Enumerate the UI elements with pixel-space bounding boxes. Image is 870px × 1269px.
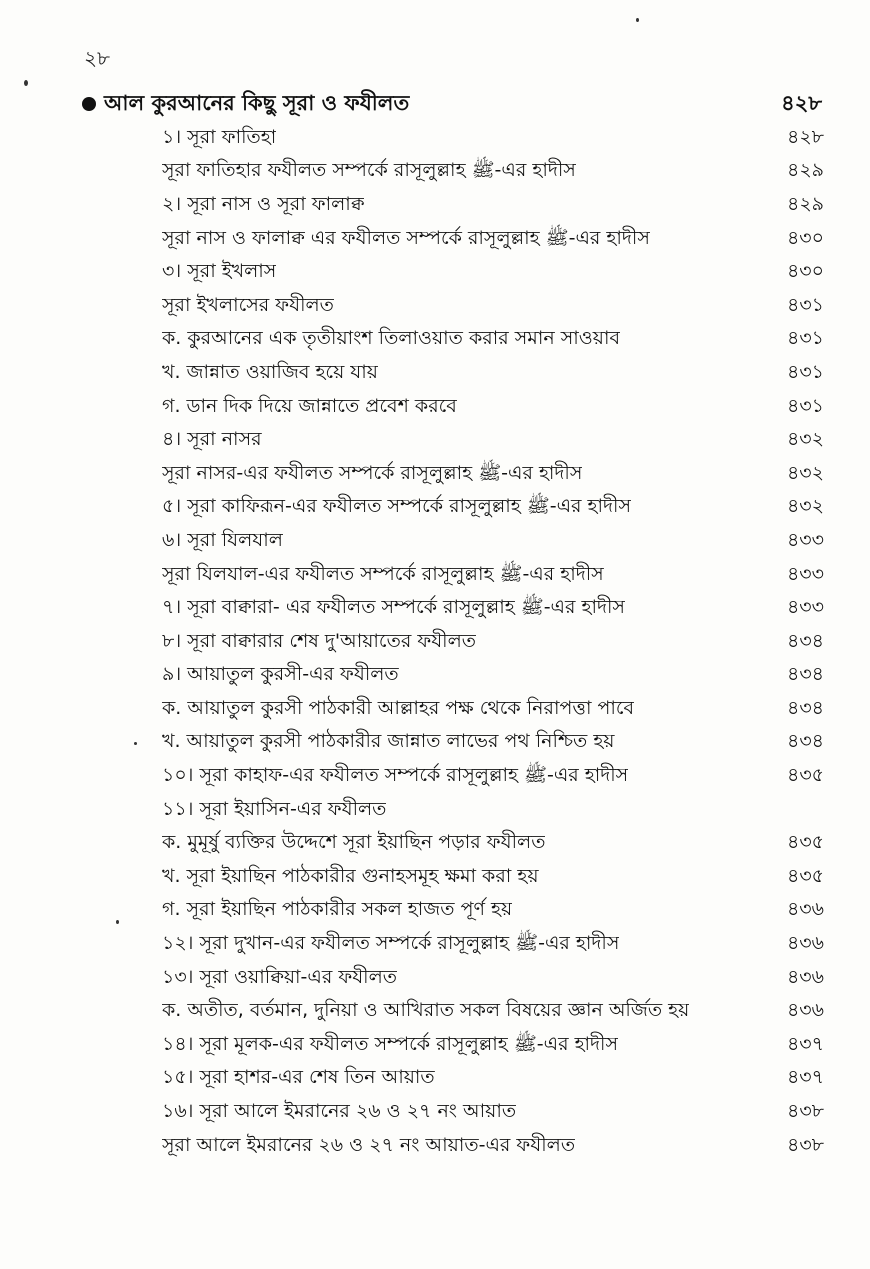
toc-entry-page: ৪৩৭ (786, 1032, 824, 1055)
toc-entry-title: ১৫। সূরা হাশর-এর শেষ তিন আয়াত (162, 1066, 435, 1089)
toc-entry-title: গ. সূরা ইয়াছিন পাঠকারীর সকল হাজত পূর্ণ হয় (162, 898, 513, 921)
toc-entry (162, 324, 824, 358)
toc-entry-title: ৩। সূরা ইখলাস (162, 260, 277, 283)
toc-entry-page: ৪৩৬ (786, 932, 824, 955)
section-title: আল কুরআনের কিছু সূরা ও ফযীলত (104, 90, 410, 115)
toc-entry-title: সূরা নাস ও ফালাক্ব এর ফযীলত সম্পর্কে রাসূলুল্লাহ ﷺ-এর হাদীস (162, 226, 650, 249)
toc-entry (162, 995, 824, 1029)
toc-entry-page: ৪৩৫ (786, 764, 824, 787)
toc-entry (162, 626, 824, 660)
toc-entry (162, 895, 824, 929)
toc-entry-page: ৪৩৬ (786, 898, 824, 921)
toc-entry-page: ৪২৯ (786, 192, 824, 215)
toc-entry-page: ৪৩৪ (786, 730, 824, 753)
toc-entry-page: ৪৩২ (786, 495, 824, 518)
toc-entry (162, 928, 824, 962)
toc-entry-title: ১। সূরা ফাতিহা (162, 125, 277, 148)
toc-entry-title: ক. আয়াতুল কুরসী পাঠকারী আল্লাহর পক্ষ থেকে নিরাপত্তা পাবে (162, 696, 635, 719)
toc-entry (162, 256, 824, 290)
toc-entry (162, 693, 824, 727)
toc-entry-page: ৪২৮ (786, 125, 824, 148)
toc-entry-title: ২। সূরা নাস ও সূরা ফালাক্ব (162, 192, 365, 215)
toc-entry-page: ৪৩৩ (786, 562, 824, 585)
toc-entry (162, 861, 824, 895)
section-title-wrap (82, 87, 409, 122)
toc-entry (162, 794, 824, 828)
toc-entry-title: ক. অতীত, বর্তমান, দুনিয়া ও আখিরাত সকল বিষয়ের জ্ঞান অর্জিত হয় (162, 999, 690, 1022)
toc-entry-page: ৪২৯ (786, 159, 824, 182)
toc-entry (162, 357, 824, 391)
toc-entry-page: ৪৩০ (786, 226, 824, 249)
toc-entry (162, 1063, 824, 1097)
toc-entry-page: ৪৩৫ (786, 864, 824, 887)
toc-entry (162, 391, 824, 425)
bullet-icon (82, 97, 96, 111)
toc-entry-page: ৪৩১ (786, 293, 824, 316)
toc-entry-title: ১০। সূরা কাহাফ-এর ফযীলত সম্পর্কে রাসূলুল্লাহ ﷺ-এর হাদীস (162, 764, 629, 787)
toc-entry-title: ৬। সূরা যিলযাল (162, 528, 283, 551)
toc-entry-page: ৪৩৫ (786, 831, 824, 854)
toc-entry-title: ১৩। সূরা ওয়াক্বিয়া-এর ফযীলত (162, 965, 398, 988)
toc-entry (162, 962, 824, 996)
toc-entry-page: ৪৩৪ (786, 696, 824, 719)
page-number: ২৮ (84, 46, 110, 70)
section-page: ৪২৮ (781, 90, 822, 115)
toc-entry-page: ৪৩০ (786, 260, 824, 283)
toc-entry-page: ৪৩২ (786, 428, 824, 451)
toc-entry-title: খ. আয়াতুল কুরসী পাঠকারীর জান্নাত লাভের পথ নিশ্চিত হয় (162, 730, 615, 753)
toc-entry-title: খ. সূরা ইয়াছিন পাঠকারীর গুনাহসমূহ ক্ষমা করা হয় (162, 864, 539, 887)
toc-entry-title: ৭। সূরা বাক্বারা- এর ফযীলত সম্পর্কে রাসূলুল্লাহ ﷺ-এর হাদীস (162, 596, 625, 619)
toc-entry-page: ৪৩৭ (786, 1066, 824, 1089)
toc-entry (162, 156, 824, 190)
table-of-contents (162, 122, 824, 1163)
print-speck (636, 18, 639, 22)
toc-entry-title: সূরা আলে ইমরানের ২৬ ও ২৭ নং আয়াত-এর ফযীলত (162, 1133, 576, 1156)
toc-entry-page: ৪৩৪ (786, 629, 824, 652)
toc-entry-title: ১১। সূরা ইয়াসিন-এর ফযীলত (162, 797, 387, 820)
toc-entry-page: ৪৩৩ (786, 596, 824, 619)
toc-entry-page: ৪৩১ (786, 360, 824, 383)
toc-entry-page: ৪৩৮ (786, 1133, 824, 1156)
toc-entry (162, 559, 824, 593)
toc-entry (162, 122, 824, 156)
toc-entry (162, 525, 824, 559)
toc-entry-title: সূরা ফাতিহার ফযীলত সম্পর্কে রাসূলুল্লাহ ﷺ-এর হাদীস (162, 159, 576, 182)
toc-entry (162, 760, 824, 794)
toc-entry-title: গ. ডান দিক দিয়ে জান্নাতে প্রবেশ করবে (162, 394, 457, 417)
toc-entry-title: ১৪। সূরা মূলক-এর ফযীলত সম্পর্কে রাসূলুল্লাহ ﷺ-এর হাদীস (162, 1032, 619, 1055)
toc-entry (162, 827, 824, 861)
print-speck (116, 920, 119, 924)
toc-entry-title: ক. কুরআনের এক তৃতীয়াংশ তিলাওয়াত করার সমান সাওয়াব (162, 327, 621, 350)
toc-entry-title: ৮। সূরা বাক্বারার শেষ দু'আয়াতের ফযীলত (162, 629, 476, 652)
toc-entry-title: ক. মুমূর্ষু ব্যক্তির উদ্দেশে সূরা ইয়াছিন পড়ার ফযীলত (162, 831, 546, 854)
toc-entry-title: ১২। সূরা দুখান-এর ফযীলত সম্পর্কে রাসূলুল্লাহ ﷺ-এর হাদীস (162, 932, 620, 955)
toc-entry-page: ৪৩৮ (786, 1100, 824, 1123)
toc-entry-title: সূরা নাসর-এর ফযীলত সম্পর্কে রাসূলুল্লাহ ﷺ-এর হাদীস (162, 461, 583, 484)
toc-entry (162, 223, 824, 257)
toc-entry-title: ৪। সূরা নাসর (162, 428, 262, 451)
toc-entry-title: সূরা ইখলাসের ফযীলত (162, 293, 334, 316)
toc-entry-page: ৪৩১ (786, 327, 824, 350)
toc-entry-page: ৪৩৬ (786, 965, 824, 988)
toc-entry-page: ৪৩১ (786, 394, 824, 417)
toc-entry (162, 727, 824, 761)
toc-entry (162, 424, 824, 458)
toc-entry (162, 1130, 824, 1164)
toc-entry (162, 1029, 824, 1063)
toc-entry (162, 660, 824, 694)
toc-entry-title: ১৬। সূরা আলে ইমরানের ২৬ ও ২৭ নং আয়াত (162, 1100, 517, 1123)
toc-entry (162, 189, 824, 223)
toc-entry (162, 290, 824, 324)
toc-entry-title: ৯। আয়াতুল কুরসী-এর ফযীলত (162, 663, 399, 686)
toc-entry-page: ৪৩৬ (786, 999, 824, 1022)
print-speck (24, 80, 28, 86)
toc-entry-page: ৪৩২ (786, 461, 824, 484)
toc-entry-title: খ. জান্নাত ওয়াজিব হয়ে যায় (162, 360, 378, 383)
toc-entry (162, 458, 824, 492)
toc-entry-page: ৪৩৪ (786, 663, 824, 686)
toc-entry-title: সূরা যিলযাল-এর ফযীলত সম্পর্কে রাসূলুল্লাহ ﷺ-এর হাদীস (162, 562, 604, 585)
toc-entry (162, 592, 824, 626)
section-heading (82, 88, 822, 120)
toc-entry (162, 1096, 824, 1130)
toc-entry (162, 492, 824, 526)
toc-entry-title: ৫। সূরা কাফিরূন-এর ফযীলত সম্পর্কে রাসূলুল্লাহ ﷺ-এর হাদীস (162, 495, 632, 518)
print-speck (134, 742, 137, 745)
toc-entry-page: ৪৩৩ (786, 528, 824, 551)
